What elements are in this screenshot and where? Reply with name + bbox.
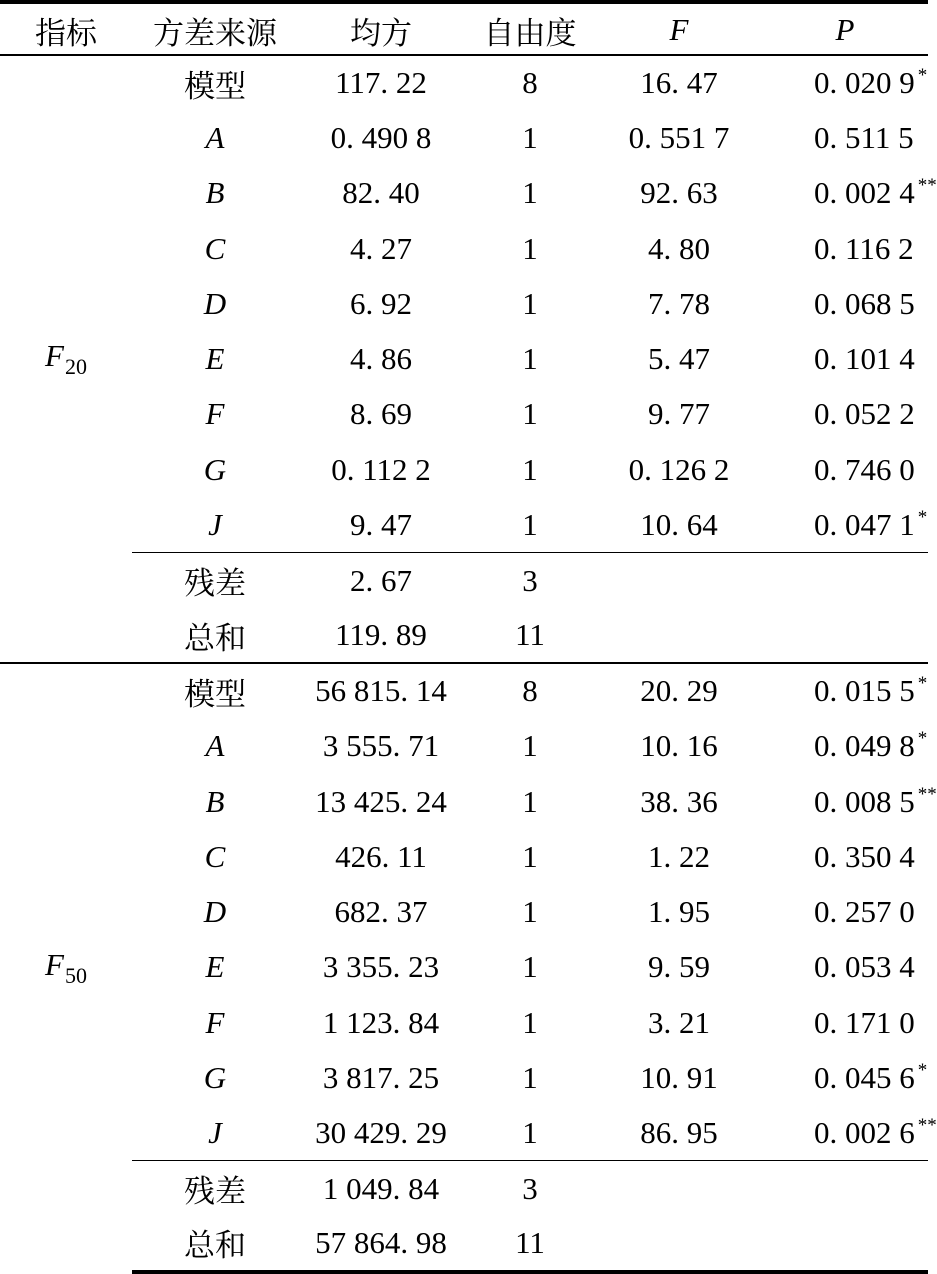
table-header [0, 2, 928, 55]
df-cell: 1 [522, 341, 538, 377]
source-cell: A [205, 119, 225, 155]
p-value: 0. 116 2 [814, 230, 914, 266]
p-value-cell [762, 1216, 928, 1271]
mean-square-cell: 3 555. 71 [322, 728, 440, 764]
mean-square-cell: 56 815. 14 [298, 663, 464, 718]
indicator-base: F [45, 338, 64, 374]
p-value: 0. 002 6 [814, 1115, 915, 1151]
source-cell: 残差 [132, 553, 298, 608]
f-value-cell: 9. 59 [648, 949, 710, 985]
source-cell: 残差 [132, 1161, 298, 1216]
p-value-cell [762, 1050, 928, 1105]
df-cell: 1 [522, 396, 538, 432]
source-cell: E [205, 341, 225, 377]
p-value: 0. 171 0 [814, 1004, 915, 1040]
header-indicator: 指标 [0, 2, 132, 55]
df-cell: 1 [522, 949, 538, 985]
f-value-cell: 20. 29 [596, 663, 762, 718]
p-value-cell [762, 884, 928, 939]
source-cell: F [205, 396, 225, 432]
df-cell: 1 [522, 506, 538, 542]
table-row [0, 553, 928, 608]
source-cell: G [203, 1059, 227, 1095]
p-value: 0. 015 5 [814, 673, 915, 709]
source-cell: G [203, 451, 227, 487]
header-row [0, 2, 928, 55]
f-value-cell [596, 1216, 762, 1271]
mean-square-cell: 0. 112 2 [331, 451, 431, 487]
source-cell: C [204, 838, 226, 874]
source-cell: C [204, 230, 226, 266]
group-F20 [0, 55, 937, 663]
significance-mark: * [917, 65, 928, 87]
p-value-cell [762, 331, 928, 386]
indicator-subscript: 50 [64, 962, 87, 988]
df-cell: 1 [522, 230, 538, 266]
significance-mark: * [917, 506, 928, 528]
mean-square-cell: 30 429. 29 [315, 1115, 447, 1151]
df-cell: 1 [522, 119, 538, 155]
df-cell: 1 [522, 894, 538, 930]
table-row [0, 55, 928, 110]
df-cell: 8 [464, 663, 596, 718]
header-p: P [762, 2, 928, 55]
mean-square-cell: 1 049. 84 [298, 1161, 464, 1216]
table-row [0, 884, 928, 939]
header-df: 自由度 [464, 2, 596, 55]
table-row [0, 331, 928, 386]
indicator-cell [0, 55, 132, 663]
source-cell: 模型 [184, 68, 246, 104]
p-value: 0. 101 4 [814, 341, 915, 377]
table-row [0, 387, 928, 442]
mean-square-cell: 82. 40 [342, 175, 420, 211]
f-value-cell: 4. 80 [648, 230, 710, 266]
mean-square-cell: 3 355. 23 [322, 949, 440, 985]
header-source: 方差来源 [132, 2, 298, 55]
f-value-cell: 38. 36 [640, 783, 718, 819]
source-cell: 总和 [132, 1216, 298, 1271]
table-row [0, 1050, 928, 1105]
p-value-cell [762, 166, 937, 221]
f-value-cell: 0. 551 7 [628, 119, 730, 155]
p-value: 0. 511 5 [814, 119, 914, 155]
significance-mark: * [917, 728, 928, 750]
p-value-cell [762, 276, 928, 331]
significance-mark: ** [917, 1115, 937, 1137]
p-value-cell [762, 608, 928, 663]
f-value-cell: 10. 16 [640, 728, 718, 764]
mean-square-cell: 117. 22 [335, 65, 427, 101]
df-cell: 11 [515, 617, 545, 653]
p-value-cell [762, 55, 928, 110]
f-value-cell: 0. 126 2 [628, 451, 730, 487]
group-F50 [0, 663, 937, 1271]
table-row [0, 221, 928, 276]
p-value-cell [762, 719, 928, 774]
df-cell: 8 [522, 65, 538, 101]
table-row [0, 442, 928, 497]
source-cell: D [203, 894, 227, 930]
mean-square-cell: 2. 67 [298, 553, 464, 608]
f-value-cell [596, 608, 762, 663]
f-value-cell: 1. 95 [648, 894, 710, 930]
p-value-cell [762, 221, 928, 276]
table-row [0, 940, 928, 995]
significance-mark: * [917, 673, 928, 695]
df-cell: 1 [522, 728, 538, 764]
significance-mark: ** [917, 175, 937, 197]
source-cell: J [208, 1115, 222, 1151]
p-value: 0. 068 5 [814, 285, 915, 321]
p-value-cell [762, 1161, 928, 1216]
indicator-subscript: 20 [64, 354, 87, 380]
p-value-cell [762, 442, 928, 497]
p-value: 0. 049 8 [814, 728, 915, 764]
mean-square-cell: 13 425. 24 [315, 783, 447, 819]
source-cell: B [205, 175, 225, 211]
p-value: 0. 045 6 [814, 1059, 915, 1095]
p-value: 0. 008 5 [814, 783, 915, 819]
p-value-cell [762, 110, 928, 165]
mean-square-cell: 6. 92 [350, 285, 412, 321]
f-value-cell: 9. 77 [648, 396, 710, 432]
p-value-cell [762, 497, 928, 552]
f-value-cell: 10. 64 [640, 506, 718, 542]
source-cell: B [205, 783, 225, 819]
p-value-cell [762, 553, 928, 608]
header-mean-square: 均方 [298, 2, 464, 55]
source-cell: D [203, 285, 227, 321]
p-value-cell [762, 995, 928, 1050]
p-value: 0. 746 0 [814, 451, 915, 487]
significance-mark: ** [917, 783, 937, 805]
p-value: 0. 257 0 [814, 894, 915, 930]
f-value-cell: 10. 91 [640, 1059, 718, 1095]
mean-square-cell: 1 123. 84 [322, 1004, 440, 1040]
mean-square-cell: 682. 37 [334, 894, 428, 930]
table-row [0, 166, 928, 221]
p-value: 0. 053 4 [814, 949, 915, 985]
p-value: 0. 002 4 [814, 175, 915, 211]
table-row [0, 995, 928, 1050]
df-cell: 3 [464, 1161, 596, 1216]
f-value-cell: 86. 95 [640, 1115, 718, 1151]
f-value-cell: 5. 47 [648, 341, 710, 377]
mean-square-cell: 3 817. 25 [322, 1059, 440, 1095]
mean-square-cell: 57 864. 98 [298, 1216, 464, 1271]
p-value-cell [762, 1106, 937, 1161]
p-value-cell [762, 387, 928, 442]
f-value-cell: 1. 22 [648, 838, 710, 874]
table-row [0, 608, 928, 663]
table-row [0, 774, 928, 829]
table-row [0, 663, 928, 718]
indicator-base: F [45, 946, 64, 982]
mean-square-cell: 4. 27 [350, 230, 412, 266]
p-value-cell [762, 940, 928, 995]
p-value-cell [762, 829, 928, 884]
p-value: 0. 047 1 [814, 506, 915, 542]
mean-square-cell: 8. 69 [350, 396, 412, 432]
table-row [0, 719, 928, 774]
significance-mark: * [917, 1059, 928, 1081]
p-value-cell [762, 774, 937, 829]
p-value: 0. 350 4 [814, 838, 915, 874]
table-row [0, 1106, 928, 1161]
mean-square-cell: 119. 89 [335, 617, 427, 653]
f-value-cell: 16. 47 [640, 65, 718, 101]
indicator-cell [0, 663, 132, 1271]
df-cell: 1 [522, 451, 538, 487]
source-cell: A [205, 728, 225, 764]
df-cell: 3 [464, 553, 596, 608]
df-cell: 1 [522, 285, 538, 321]
p-value-cell [762, 663, 928, 718]
table-row [0, 110, 928, 165]
source-cell: E [205, 949, 225, 985]
df-cell: 1 [522, 175, 538, 211]
source-cell: F [205, 1004, 225, 1040]
df-cell: 1 [522, 1004, 538, 1040]
df-cell: 1 [522, 838, 538, 874]
f-value-cell [596, 1161, 762, 1216]
p-value: 0. 020 9 [814, 65, 915, 101]
table-row [0, 497, 928, 552]
source-cell: 模型 [132, 663, 298, 718]
header-f: F [596, 2, 762, 55]
table-row [0, 829, 928, 884]
df-cell: 11 [464, 1216, 596, 1271]
mean-square-cell: 426. 11 [335, 838, 427, 874]
f-value-cell: 3. 21 [648, 1004, 710, 1040]
df-cell: 1 [522, 1059, 538, 1095]
table-row [0, 276, 928, 331]
f-value-cell: 7. 78 [648, 285, 710, 321]
source-cell: 总和 [184, 620, 246, 656]
p-value: 0. 052 2 [814, 396, 915, 432]
table-row [0, 1161, 928, 1216]
df-cell: 1 [522, 783, 538, 819]
f-value-cell [596, 553, 762, 608]
f-value-cell: 92. 63 [640, 175, 718, 211]
source-cell: J [208, 506, 222, 542]
mean-square-cell: 0. 490 8 [330, 119, 432, 155]
mean-square-cell: 9. 47 [350, 506, 412, 542]
df-cell: 1 [522, 1115, 538, 1151]
table-row [0, 1216, 928, 1271]
mean-square-cell: 4. 86 [350, 341, 412, 377]
